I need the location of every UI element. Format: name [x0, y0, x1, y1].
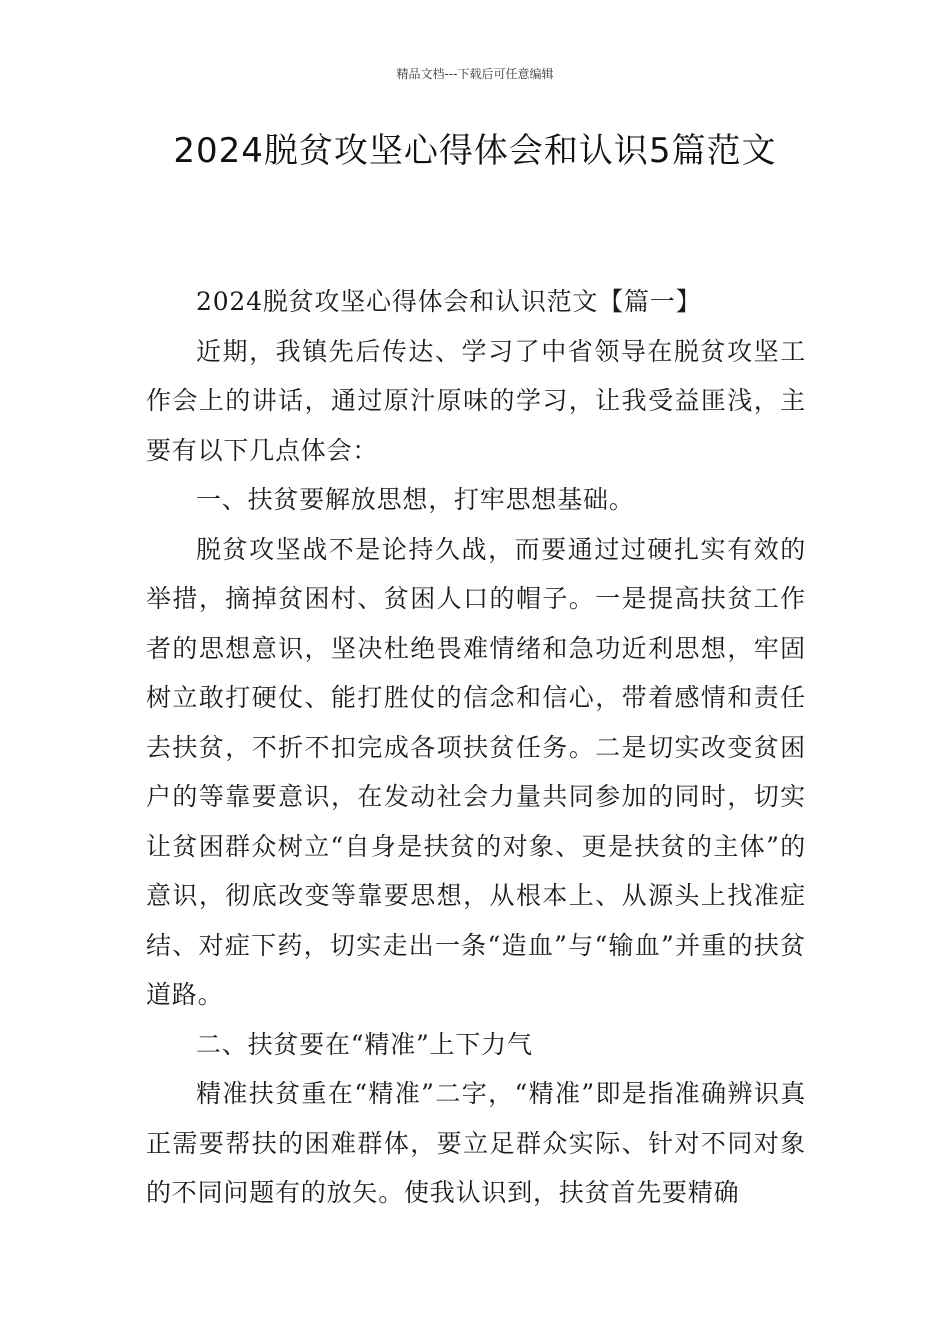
point-heading-two: 二、扶贫要在“精准”上下力气 [196, 1029, 533, 1059]
document-body [146, 277, 806, 1218]
page-header-note: 精品文档---下载后可任意编辑 [396, 67, 554, 81]
body-paragraph-intro: 近期，我镇先后传达、学习了中省领导在脱贫攻坚工作会上的讲话，通过原汁原味的学习，让我受益匪浅，主要有以下几点体会： [146, 336, 806, 465]
point-heading-one: 一、扶贫要解放思想，打牢思想基础。 [196, 485, 635, 514]
document-title: 2024脱贫攻坚心得体会和认识5篇范文 [173, 131, 777, 171]
body-paragraph-point-one: 脱贫攻坚战不是论持久战，而要通过过硬扎实有效的举措，摘掉贫困村、贫困人口的帽子。一是提高扶贫工作者的思想意识，坚决杜绝畏难情绪和急功近利思想，牢固树立敢打硬仗、能打胜仗的信念和信心，带着感情和责任去扶贫，不折不扣完成各项扶贫任务。二是切实改变贫困户的等靠要意识，在发动社会力量共同参加的同时，切实让贫困群众树立“自身是扶贫的对象、更是扶贫的主体”的意识，彻底改变等靠要思想，从根本上、从源头上找准症结、对症下药，切实走出一条“造血”与“输血”并重的扶贫道路。 [146, 534, 806, 1009]
section-heading-part-one: 2024脱贫攻坚心得体会和认识范文【篇一】 [196, 287, 702, 316]
body-paragraph-point-two: 精准扶贫重在“精准”二字，“精准”即是指准确辨识真正需要帮扶的困难群体，要立足群众实际、针对不同对象的不同问题有的放矢。使我认识到，扶贫首先要精确 [146, 1079, 806, 1207]
